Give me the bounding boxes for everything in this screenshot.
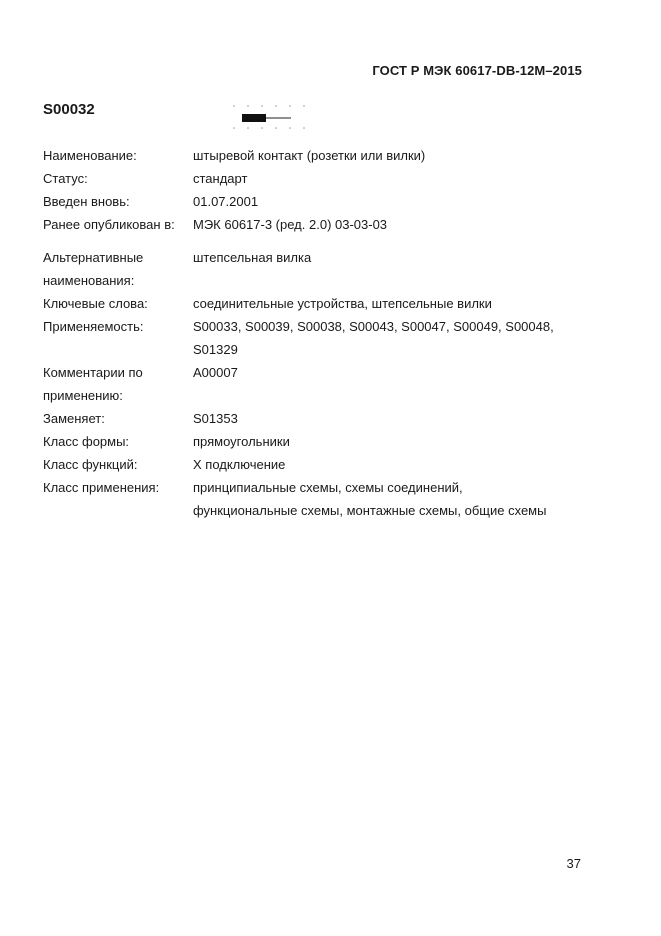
symbol-code: S00032 <box>43 101 95 118</box>
field-label: Ранее опубликован в: <box>43 217 175 232</box>
field-value: соединительные устройства, штепсельные вилки <box>193 296 492 311</box>
field-row-application-notes <box>43 361 563 407</box>
field-row-name <box>43 144 563 167</box>
field-value: штыревой контакт (розетки или вилки) <box>193 148 426 163</box>
page-number: 37 <box>566 856 581 871</box>
field-label: Альтернативные наименования: <box>43 250 144 288</box>
field-row-keywords <box>43 292 563 315</box>
field-label: Класс формы: <box>43 434 130 449</box>
field-label: Введен вновь: <box>43 194 130 209</box>
field-label: Ключевые слова: <box>43 296 148 311</box>
field-label: Применяемость: <box>43 319 144 334</box>
document-header: ГОСТ Р МЭК 60617-DB-12M–2015 <box>372 63 582 78</box>
field-row-previously-published <box>43 213 563 236</box>
field-value: 01.07.2001 <box>193 194 259 209</box>
symbol-attributes <box>43 144 563 522</box>
field-label: Комментарии по применению: <box>43 365 143 403</box>
pin-contact-symbol-icon <box>229 104 309 134</box>
field-label: Класс применения: <box>43 480 160 495</box>
field-value: стандарт <box>193 171 248 186</box>
field-label: Класс функций: <box>43 457 138 472</box>
field-value: штепсельная вилка <box>193 250 312 265</box>
field-value: S00033, S00039, S00038, S00043, S00047, S00049, S00048, S01329 <box>193 319 554 357</box>
field-label: Заменяет: <box>43 411 105 426</box>
field-row-function-class <box>43 453 563 476</box>
field-value: A00007 <box>193 365 238 380</box>
field-row-status <box>43 167 563 190</box>
field-row-replaces <box>43 407 563 430</box>
field-label: Наименование: <box>43 148 137 163</box>
field-row-introduced <box>43 190 563 213</box>
field-row-alternative-names <box>43 246 563 292</box>
field-label: Статус: <box>43 171 88 186</box>
field-row-applicability <box>43 315 563 361</box>
field-value: принципиальные схемы, схемы соединений, функциональные схемы, монтажные схемы, общие схемы <box>193 480 547 518</box>
field-row-application-class <box>43 476 563 522</box>
field-value: прямоугольники <box>193 434 290 449</box>
field-value: S01353 <box>193 411 238 426</box>
field-value: МЭК 60617-3 (ред. 2.0) 03-03-03 <box>193 217 388 232</box>
field-row-shape-class <box>43 430 563 453</box>
field-value: X подключение <box>193 457 286 472</box>
